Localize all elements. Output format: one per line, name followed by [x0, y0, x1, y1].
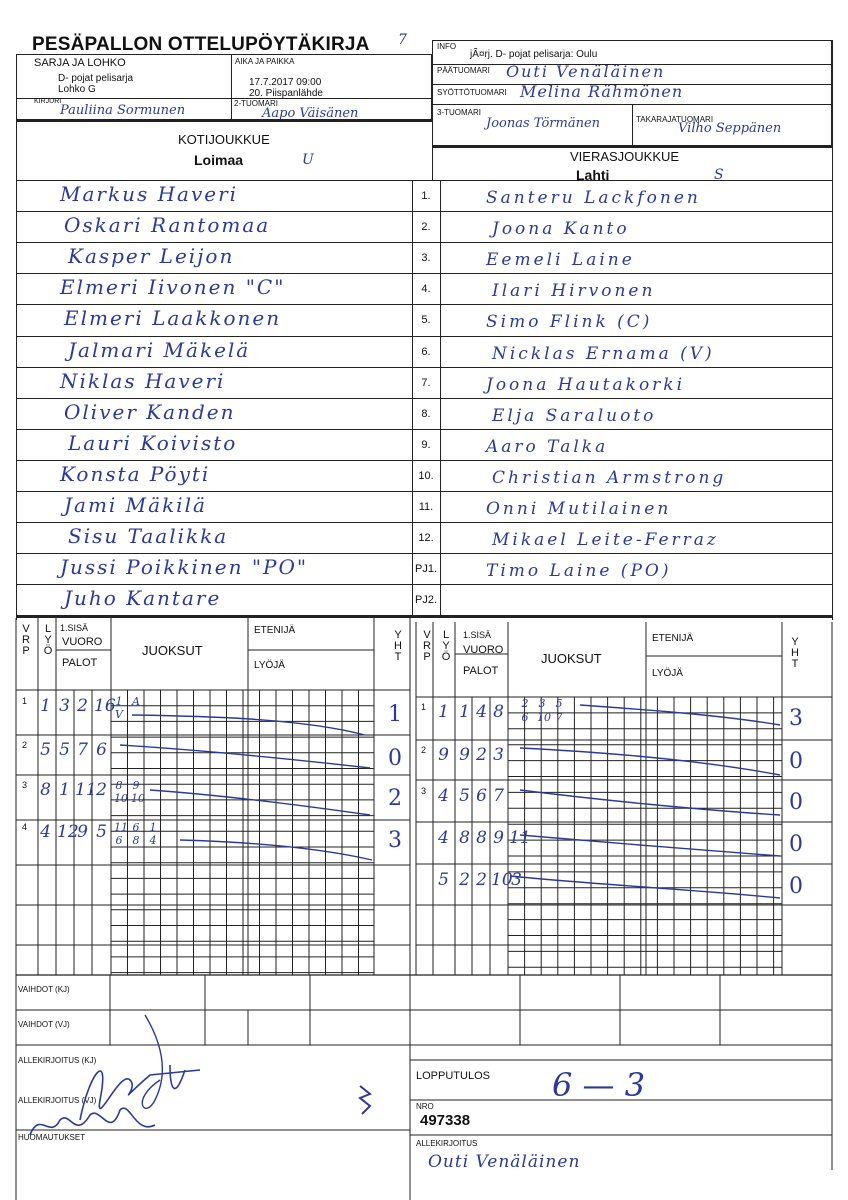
away-palot-header: PALOT: [463, 665, 499, 677]
away-inning-palot: 3: [511, 870, 522, 890]
nro-label: NRO: [416, 1102, 434, 1111]
home-run-entry: 8: [115, 779, 123, 792]
away-inning-stroke: [520, 790, 780, 815]
away-lyo-header: L Y Ö: [441, 629, 451, 663]
home-label: KOTIJOUKKUE: [178, 132, 270, 147]
tuomari3-value: Joonas Törmänen: [486, 116, 601, 131]
info-value: jÃ¤rj. D- pojat pelisarja: Oulu: [470, 49, 598, 60]
sarja-label: SARJA JA LOHKO: [34, 57, 126, 69]
home-player-name: Jalmari Mäkelä: [68, 337, 251, 362]
away-mark: S: [714, 167, 724, 183]
home-sisa-header: 1.SISÄ: [60, 623, 89, 633]
roster-number: 5.: [421, 314, 431, 327]
roster-number: 11.: [418, 501, 434, 513]
sarja-value-2: Lohko G: [58, 84, 96, 95]
away-player-name: Elja Saraluoto: [492, 405, 657, 426]
away-sisa-header: 1.SISÄ: [463, 630, 492, 640]
takara-label: TAKARAJATUOMARI: [636, 115, 714, 124]
home-player-name: Niklas Haveri: [60, 368, 226, 393]
away-player-name: Timo Laine (PO): [486, 561, 672, 582]
away-yht-header: Y H T: [791, 636, 799, 670]
signature-kj: [80, 1065, 200, 1120]
home-lyoja-header: LYÖJÄ: [254, 660, 285, 671]
away-run-entry: 2: [521, 697, 529, 710]
away-inning-stroke: [520, 835, 780, 856]
syottotuomari-value: Melina Rähmönen: [520, 82, 684, 101]
home-player-name: Kasper Leijon: [68, 244, 235, 269]
away-inning-stroke: [520, 748, 780, 775]
away-inning-vrp: 2: [421, 745, 427, 755]
home-inning-sisa: 5: [59, 740, 70, 760]
home-inning-palot: 7: [77, 740, 88, 760]
away-inning-total: 0: [789, 790, 803, 815]
away-inning-sisa: 8: [459, 828, 470, 848]
home-player-name: Jussi Poikkinen "PO": [60, 555, 309, 580]
home-inning-vrp: 1: [22, 696, 28, 706]
away-inning-palot: 4: [476, 702, 487, 722]
paatuomari-label: PÄÄTUOMARI: [437, 66, 490, 75]
roster-number: 9.: [421, 438, 431, 451]
home-lyo-header: L Y Ö: [43, 623, 53, 657]
home-inning-palot: 16: [94, 696, 116, 716]
roster-number: 4.: [421, 283, 431, 296]
home-inning-total: 3: [388, 828, 402, 853]
home-inning-total: 0: [388, 746, 402, 771]
tuomari3-label: 3-TUOMARI: [437, 108, 481, 117]
roster-number: 10.: [418, 469, 434, 482]
syottotuomari-label: SYÖTTÖTUOMARI: [437, 88, 507, 97]
away-inning-lyo: 4: [438, 828, 449, 848]
home-player-name: Konsta Pöyti: [60, 461, 211, 486]
tuomari2-value: Aapo Väisänen: [262, 106, 359, 121]
home-inning-sisa: 3: [59, 696, 70, 716]
kirjuri-value: Pauliina Sormunen: [60, 103, 186, 118]
away-inning-palot: 2: [476, 745, 487, 765]
away-player-name: Onni Mutilainen: [486, 499, 672, 519]
home-run-entry: A: [132, 695, 140, 708]
home-inning-total: 1: [388, 702, 402, 727]
allekirjoitus-kj-label: ALLEKIRJOITUS (KJ): [18, 1056, 97, 1065]
away-run-entry: 5: [555, 697, 563, 710]
home-player-name: Lauri Koivisto: [68, 430, 238, 455]
signature-stroke: [142, 1015, 162, 1108]
home-run-entry: 9: [132, 779, 140, 792]
away-inning-lyo: 1: [438, 702, 449, 722]
nro-value: 497338: [420, 1112, 471, 1129]
away-inning-stroke: [580, 705, 780, 725]
vaihdot-vj-label: VAIHDOT (VJ): [18, 1020, 70, 1029]
home-player-name: Elmeri Iivonen "C": [60, 275, 286, 300]
roster-number: 1.: [421, 190, 431, 202]
roster-number: PJ1.: [414, 563, 437, 576]
home-inning-total: 2: [388, 786, 402, 811]
home-player-name: Oliver Kanden: [64, 399, 236, 424]
away-inning-vrp: 1: [421, 702, 427, 712]
away-inning-total: 0: [789, 874, 803, 899]
home-inning-vrp: 4: [22, 822, 28, 832]
home-run-entry: 11: [114, 821, 128, 834]
roster-number: 8.: [421, 407, 431, 420]
away-run-entry: 10: [537, 711, 551, 724]
roster-number: 2.: [421, 221, 431, 234]
lopputulos-label: LOPPUTULOS: [416, 1070, 490, 1082]
away-player-name: Simo Flink (C): [486, 312, 653, 333]
home-player-name: Sisu Taalikka: [68, 524, 229, 549]
allekirjoitus-value: Outi Venäläinen: [428, 1152, 581, 1172]
home-run-entry: 1: [149, 821, 157, 834]
home-inning-vrp: 3: [22, 780, 28, 790]
home-inning-lyo: 1: [40, 696, 51, 716]
away-inning-palot: 11: [509, 828, 531, 848]
home-inning-vrp: 2: [22, 740, 28, 750]
vaihdot-kj-label: VAIHDOT (KJ): [18, 985, 70, 994]
away-juoksut-header: JUOKSUT: [541, 651, 602, 666]
kirjuri-label: KIRJURI: [34, 98, 62, 105]
away-player-name: Ilari Hirvonen: [492, 281, 656, 302]
away-inning-stroke: [510, 876, 780, 898]
info-label: INFO: [437, 42, 457, 51]
home-player-name: Elmeri Laakkonen: [64, 306, 282, 331]
allekirjoitus-vj-label: ALLEKIRJOITUS (VJ): [18, 1096, 97, 1105]
home-player-name: Oskari Rantomaa: [64, 213, 271, 238]
home-palot-header: PALOT: [62, 657, 98, 669]
away-run-entry: 6: [521, 711, 529, 724]
home-inning-lyo: 5: [40, 740, 51, 760]
home-inning-palot: 6: [96, 740, 107, 760]
away-inning-sisa: 5: [459, 786, 470, 806]
signature-drawings: [20, 1010, 260, 1150]
roster-number: PJ2.: [414, 594, 437, 607]
home-name: Loimaa: [194, 152, 244, 168]
home-player-name: Markus Haveri: [60, 182, 239, 206]
home-player-name: Juho Kantare: [64, 586, 222, 611]
roster-number: 7.: [421, 376, 431, 389]
away-inning-palot: 6: [476, 786, 487, 806]
allekirjoitus-label: ALLEKIRJOITUS: [416, 1139, 478, 1148]
home-inning-palot: 2: [77, 696, 88, 716]
arrow-mark-icon: [352, 1080, 382, 1120]
signature-vj: [30, 1108, 155, 1135]
home-yht-header: Y H T: [394, 629, 402, 663]
huomautukset-label: HUOMAUTUKSET: [18, 1133, 86, 1142]
away-inning-sisa: 9: [459, 745, 470, 765]
away-player-name: Mikael Leite-Ferraz: [492, 530, 719, 551]
home-run-entry: V: [115, 708, 123, 721]
away-inning-palot: 8: [476, 828, 487, 848]
home-inning-lyo: 4: [40, 822, 51, 842]
away-inning-lyo: 4: [438, 786, 449, 806]
away-inning-palot: 7: [493, 786, 504, 806]
home-run-entry: 6: [115, 834, 123, 847]
away-inning-total: 0: [789, 832, 803, 857]
home-player-name: Jami Mäkilä: [64, 493, 207, 517]
away-inning-total: 0: [789, 749, 803, 774]
away-inning-palot: 8: [493, 702, 504, 722]
aika-value-2: 20. Piispanlähde: [249, 88, 323, 99]
away-inning-palot: 2: [476, 870, 487, 890]
away-inning-lyo: 9: [438, 745, 449, 765]
lopputulos-value: 6 — 3: [552, 1066, 646, 1104]
home-inning-sisa: 12: [57, 822, 79, 842]
away-inning-palot: 9: [493, 828, 504, 848]
away-player-name: Joona Hautakorki: [486, 374, 686, 395]
away-run-entry: 3: [538, 697, 546, 710]
aika-label: AIKA JA PAIKKA: [235, 57, 295, 66]
away-etenija-header: ETENIJÄ: [652, 633, 694, 644]
title-mark: 7: [398, 32, 407, 48]
home-mark: U: [302, 152, 314, 168]
away-player-name: Nicklas Ernama (V): [492, 343, 715, 364]
home-run-entry: 1: [115, 695, 123, 708]
away-inning-palot: 10: [491, 870, 513, 890]
home-run-entry: 4: [149, 834, 157, 847]
away-vrp-header: V R P: [423, 629, 431, 663]
roster-number: 12.: [418, 532, 434, 545]
home-juoksut-header: JUOKSUT: [142, 643, 203, 658]
home-vrp-header: V R P: [22, 623, 30, 657]
away-inning-sisa: 1: [459, 702, 470, 722]
away-inning-lyo: 5: [438, 870, 449, 890]
away-lyoja-header: LYÖJÄ: [652, 668, 683, 679]
away-player-name: Eemeli Laine: [486, 250, 635, 271]
home-inning-palot: 5: [96, 822, 107, 842]
home-run-entry: 6: [132, 821, 140, 834]
away-inning-palot: 3: [493, 745, 504, 765]
away-label: VIERASJOUKKUE: [570, 149, 680, 164]
away-inning-total: 3: [789, 706, 803, 731]
away-run-entry: 7: [555, 711, 563, 724]
roster-number: 3.: [421, 252, 431, 265]
away-player-name: Joona Kanto: [492, 219, 630, 240]
home-run-entry: 10: [131, 792, 145, 805]
home-run-entry: 10: [114, 792, 128, 805]
tuomari2-label: 2-TUOMARI: [234, 99, 278, 108]
home-inning-palot: 11: [75, 780, 97, 800]
away-name: Lahti: [576, 167, 610, 183]
sarja-value-1: D- pojat pelisarja: [58, 73, 134, 84]
home-inning-palot: 2: [96, 780, 107, 800]
form-title: PESÄPALLON OTTELUPÖYTÄKIRJA: [32, 34, 370, 55]
home-run-entry: 8: [132, 834, 140, 847]
takara-value: Vilho Seppänen: [678, 121, 782, 136]
home-inning-sisa: 1: [59, 780, 70, 800]
home-vuoro-header: VUORO: [62, 636, 103, 648]
home-inning-palot: 9: [77, 822, 88, 842]
roster-number: 6.: [421, 345, 431, 358]
away-player-name: Aaro Talka: [486, 436, 609, 457]
paatuomari-value: Outi Venäläinen: [506, 62, 666, 81]
away-vuoro-header: VUORO: [463, 644, 504, 656]
home-inning-lyo: 8: [40, 780, 51, 800]
away-player-name: Christian Armstrong: [492, 467, 727, 488]
away-inning-vrp: 3: [421, 786, 427, 796]
away-player-name: Santeru Lackfonen: [486, 188, 701, 208]
away-inning-sisa: 2: [459, 870, 470, 890]
home-etenija-header: ETENIJÄ: [254, 625, 296, 636]
aika-value-1: 17.7.2017 09:00: [249, 77, 322, 88]
home-inning-stroke: [120, 745, 370, 768]
